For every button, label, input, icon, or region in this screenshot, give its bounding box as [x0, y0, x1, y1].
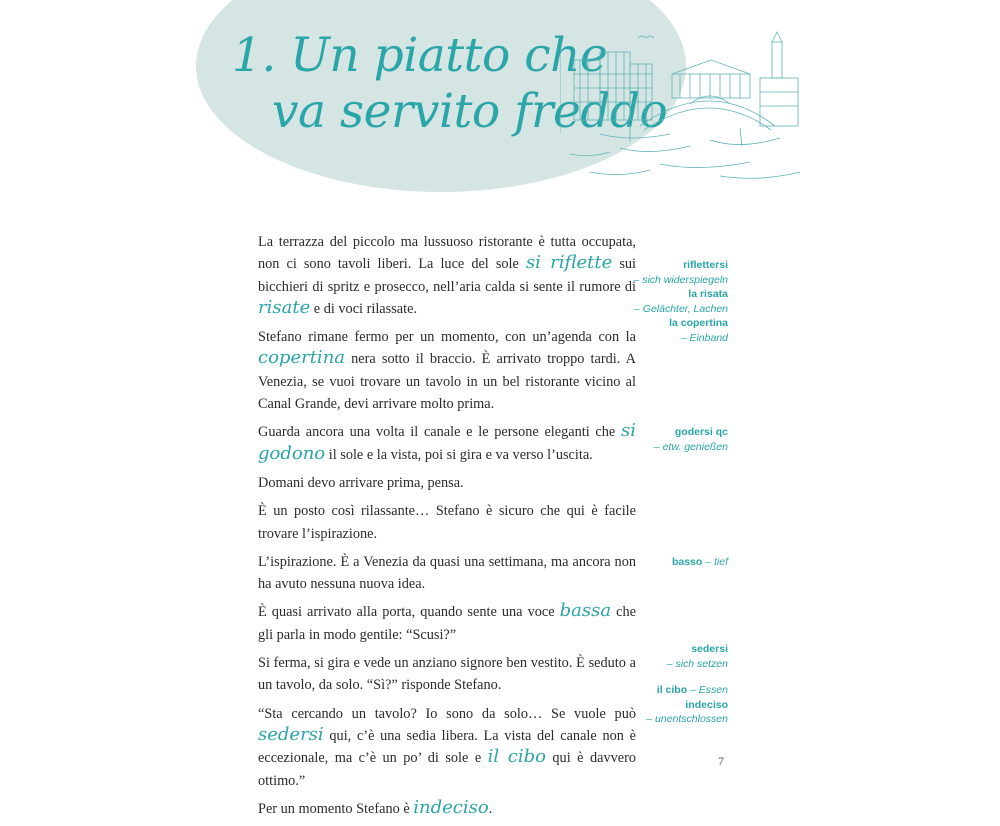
glossary-entry — [588, 698, 728, 727]
text-run: Domani devo arrivare prima, pensa. — [258, 474, 464, 491]
paragraph — [258, 601, 636, 646]
glossary-entry — [588, 642, 728, 671]
page-number: 7 — [718, 754, 724, 768]
text-run: che gli parla in modo gentile: “Scusi?” — [258, 604, 636, 643]
paragraph — [258, 326, 636, 415]
glossary-entry — [588, 287, 728, 316]
glossary-translation: – Gelächter, Lachen — [634, 302, 728, 315]
paragraph — [258, 500, 636, 545]
text-run: e di voci rilassate. — [310, 300, 418, 317]
glossary-term: basso — [671, 556, 703, 568]
glossary-term: la risata — [688, 288, 728, 300]
glossary-term: godersi qc — [674, 426, 728, 438]
glossary-entry — [588, 316, 728, 345]
glossary-translation: – tief — [705, 556, 728, 568]
paragraph — [258, 421, 636, 466]
glossary-entry — [588, 683, 728, 698]
paragraph — [258, 798, 636, 820]
glossary-block — [588, 258, 728, 345]
text-run: qui, c’è una sedia libera. La vista del canale non è eccezionale, ma c’è un po’ di sole e — [258, 727, 636, 767]
story-text — [258, 231, 636, 826]
text-run: Guarda ancora una volta il canale e le persone eleganti che — [258, 424, 621, 441]
text-run: È quasi arrivato alla porta, quando sente una voce — [258, 604, 560, 621]
glossary-translation: – sich widerspiegeln — [633, 273, 728, 286]
glossed-word: si godono — [258, 420, 636, 464]
glossary-term: il cibo — [656, 684, 688, 696]
glossary-entry — [588, 555, 728, 570]
glossed-word: risate — [258, 296, 311, 318]
text-run: qui è davvero ottimo.” — [258, 750, 636, 789]
paragraph — [258, 472, 636, 494]
glossary-translation: – sich setzen — [666, 657, 728, 670]
venice-illustration — [560, 30, 805, 190]
glossary-term: la copertina — [669, 317, 728, 329]
glossary-translation: – Einband — [680, 331, 728, 344]
glossed-word: bassa — [559, 600, 612, 622]
paragraph — [258, 652, 636, 697]
glossed-word: copertina — [258, 347, 346, 369]
text-run: Per un momento Stefano è — [258, 800, 414, 817]
text-run: Stefano rimane fermo per un momento, con un’agenda con la — [258, 329, 636, 346]
text-run: “Sta cercando un tavolo? Io sono da solo… Se vuole può — [258, 705, 636, 722]
paragraph — [258, 703, 636, 792]
glossary-translation: – etw. genießen — [653, 440, 728, 453]
text-run: il sole e la vista, poi si gira e va verso l’uscita. — [325, 446, 593, 463]
glossary-term: indeciso — [685, 698, 728, 711]
glossary-block — [588, 642, 728, 671]
glossary-entry — [588, 258, 728, 287]
text-run: L’ispirazione. È a Venezia da quasi una settimana, ma ancora non ha avuto nessuna nuova idea. — [258, 553, 636, 593]
glossary-translation: – Essen — [690, 684, 728, 696]
text-run: È un posto così rilassante… Stefano è sicuro che qui è facile trovare l’ispirazione. — [258, 503, 636, 542]
text-run: . — [488, 800, 493, 817]
glossed-word: sedersi — [258, 723, 324, 745]
glossary-entry — [588, 425, 728, 454]
glossary-block — [588, 555, 728, 570]
chapter-title-line-1: 1. Un piatto che — [232, 28, 608, 83]
text-run: nera sotto il braccio. È arrivato troppo tardi. A Venezia, se vuoi trovare un tavolo in un bel ristorante vicino al Canal Grande, devi arrivare molto prima. — [258, 351, 636, 413]
text-run: Si ferma, si gira e vede un anziano signore ben vestito. È seduto a un tavolo, da solo. “Sì?” risponde Stefano. — [258, 655, 636, 694]
glossary-block — [588, 425, 728, 454]
text-run: sui bicchieri di spritz e prosecco, nell’aria calda si sente il rumore di — [258, 256, 637, 295]
text-run: La terrazza del piccolo ma lussuoso ristorante è tutta occupata, non ci sono tavoli liberi. La luce del sole — [258, 234, 636, 273]
chapter-title-line-2: va servito freddo — [272, 84, 668, 139]
glossed-word: il cibo — [487, 746, 546, 768]
paragraph — [258, 231, 636, 320]
glossed-word: si riflette — [525, 252, 613, 274]
glossary-block — [588, 683, 728, 727]
glossed-word: indeciso — [413, 796, 489, 818]
paragraph — [258, 551, 636, 596]
glossary-translation: – unentschlossen — [646, 713, 728, 725]
glossary-term: sedersi — [691, 643, 728, 655]
glossary-term: riflettersi — [683, 259, 728, 271]
